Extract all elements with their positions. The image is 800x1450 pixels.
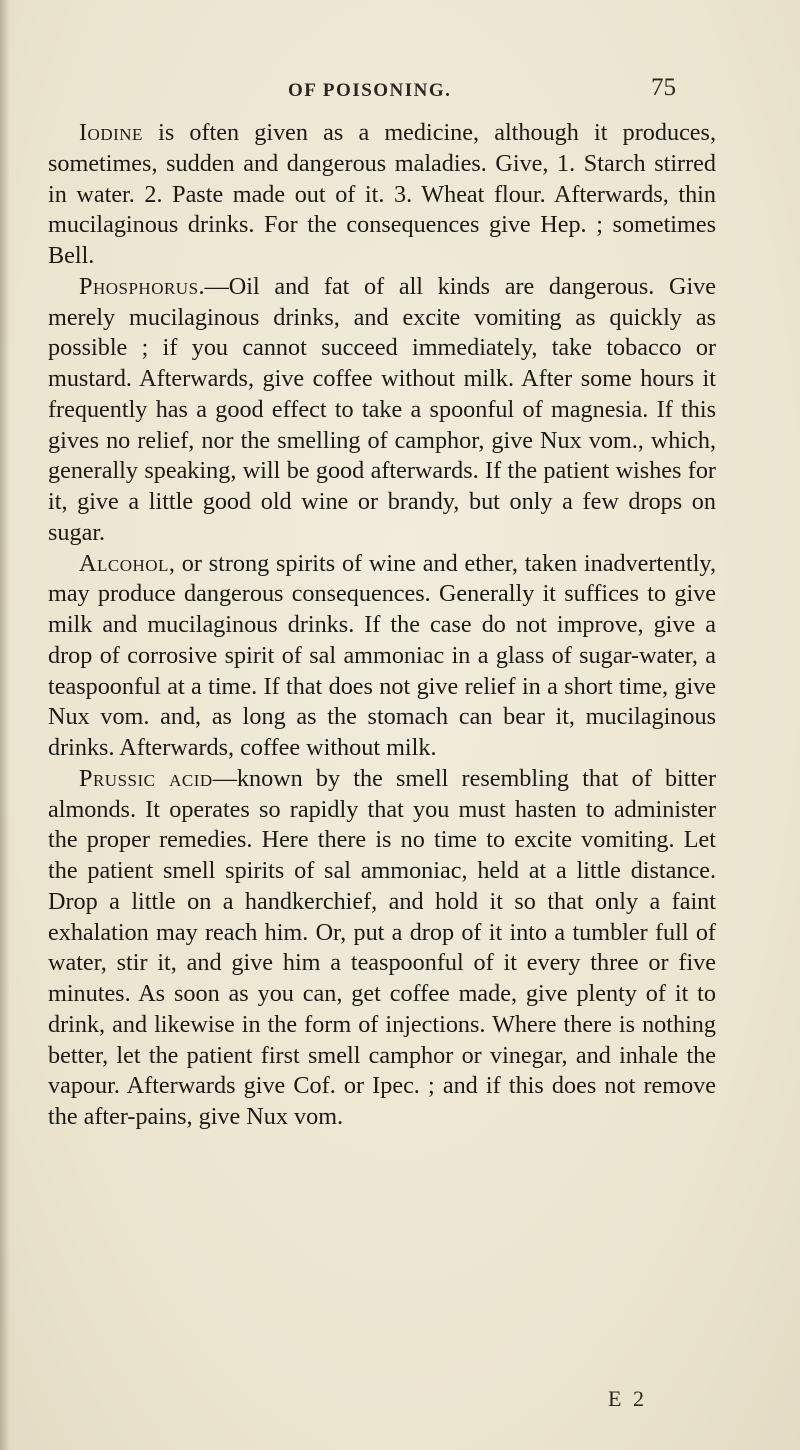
paragraph-text-phosphorus: .—Oil and fat of all kinds are dangerous. Give merely mucilaginous drinks, and excite vomiting as quickly as possible ; if you cannot succeed immediately, take tobacco or mustard. Afterwards, give coffee without milk. After some hours it frequently has a good effect to take a spoonful of magnesia. If this gives no relief, nor the smelling of camphor, give Nux vom., which, generally speaking, will be good afterwards. If the patient wishes for it, give a little good old wine or brandy, but only a few drops on sugar. bbox=[48, 272, 716, 546]
heading-term-iodine: Iodine bbox=[79, 119, 143, 146]
running-title: OF POISONING. bbox=[288, 80, 452, 101]
heading-term-alcohol: Alcohol bbox=[79, 549, 169, 577]
paragraph-prussic-acid bbox=[48, 764, 716, 1133]
page-number: 75 bbox=[651, 74, 676, 101]
paragraph-iodine bbox=[48, 118, 716, 272]
paragraph-text-prussic-acid: —known by the smell resembling that of bitter almonds. It operates so rapidly that you must hasten to administer the proper remedies. Here there is no time to excite vomiting. Let the patient smell spirits of sal ammoniac, held at a little distance. Drop a little on a handkerchief, and hold it so that only a faint exhalation may reach him. Or, put a drop of it into a tumbler full of water, stir it, and give him a teaspoonful of it every three or five minutes. As soon as you can, get coffee made, give plenty of it to drink, and likewise in the form of injections. Where there is nothing better, let the patient first smell camphor or vinegar, and inhale the vapour. Afterwards give Cof. or Ipec. ; and if this does not remove the after-pains, give Nux vom. bbox=[48, 764, 716, 1130]
paragraph-alcohol bbox=[48, 549, 716, 764]
signature-mark: E 2 bbox=[608, 1386, 647, 1411]
heading-term-phosphorus: Phosphorus bbox=[79, 272, 199, 300]
paragraph-text-alcohol: , or strong spirits of wine and ether, taken inadvertently, may produce dangerous consequences. Generally it suffices to give milk and mucilaginous drinks. If the case do not improve, give a drop of corrosive spirit of sal ammoniac in a glass of sugar-water, a teaspoonful at a time. If that does not give relief in a short time, give Nux vom. and, as long as the stomach can bear it, mucilaginous drinks. Afterwards, coffee without milk. bbox=[48, 549, 716, 761]
body-text bbox=[48, 118, 716, 1133]
paragraph-text-iodine: is often given as a medicine, although it produces, sometimes, sudden and dangerous maladies. Give, 1. Starch stirred in water. 2. Paste made out of it. 3. Wheat flour. Afterwards, thin mucilaginous drinks. For the consequences give Hep. ; sometimes Bell. bbox=[48, 119, 716, 269]
heading-term-prussic-acid: Prussic acid bbox=[79, 764, 213, 792]
paragraph-phosphorus bbox=[48, 272, 716, 549]
binding-shadow bbox=[0, 0, 10, 1450]
